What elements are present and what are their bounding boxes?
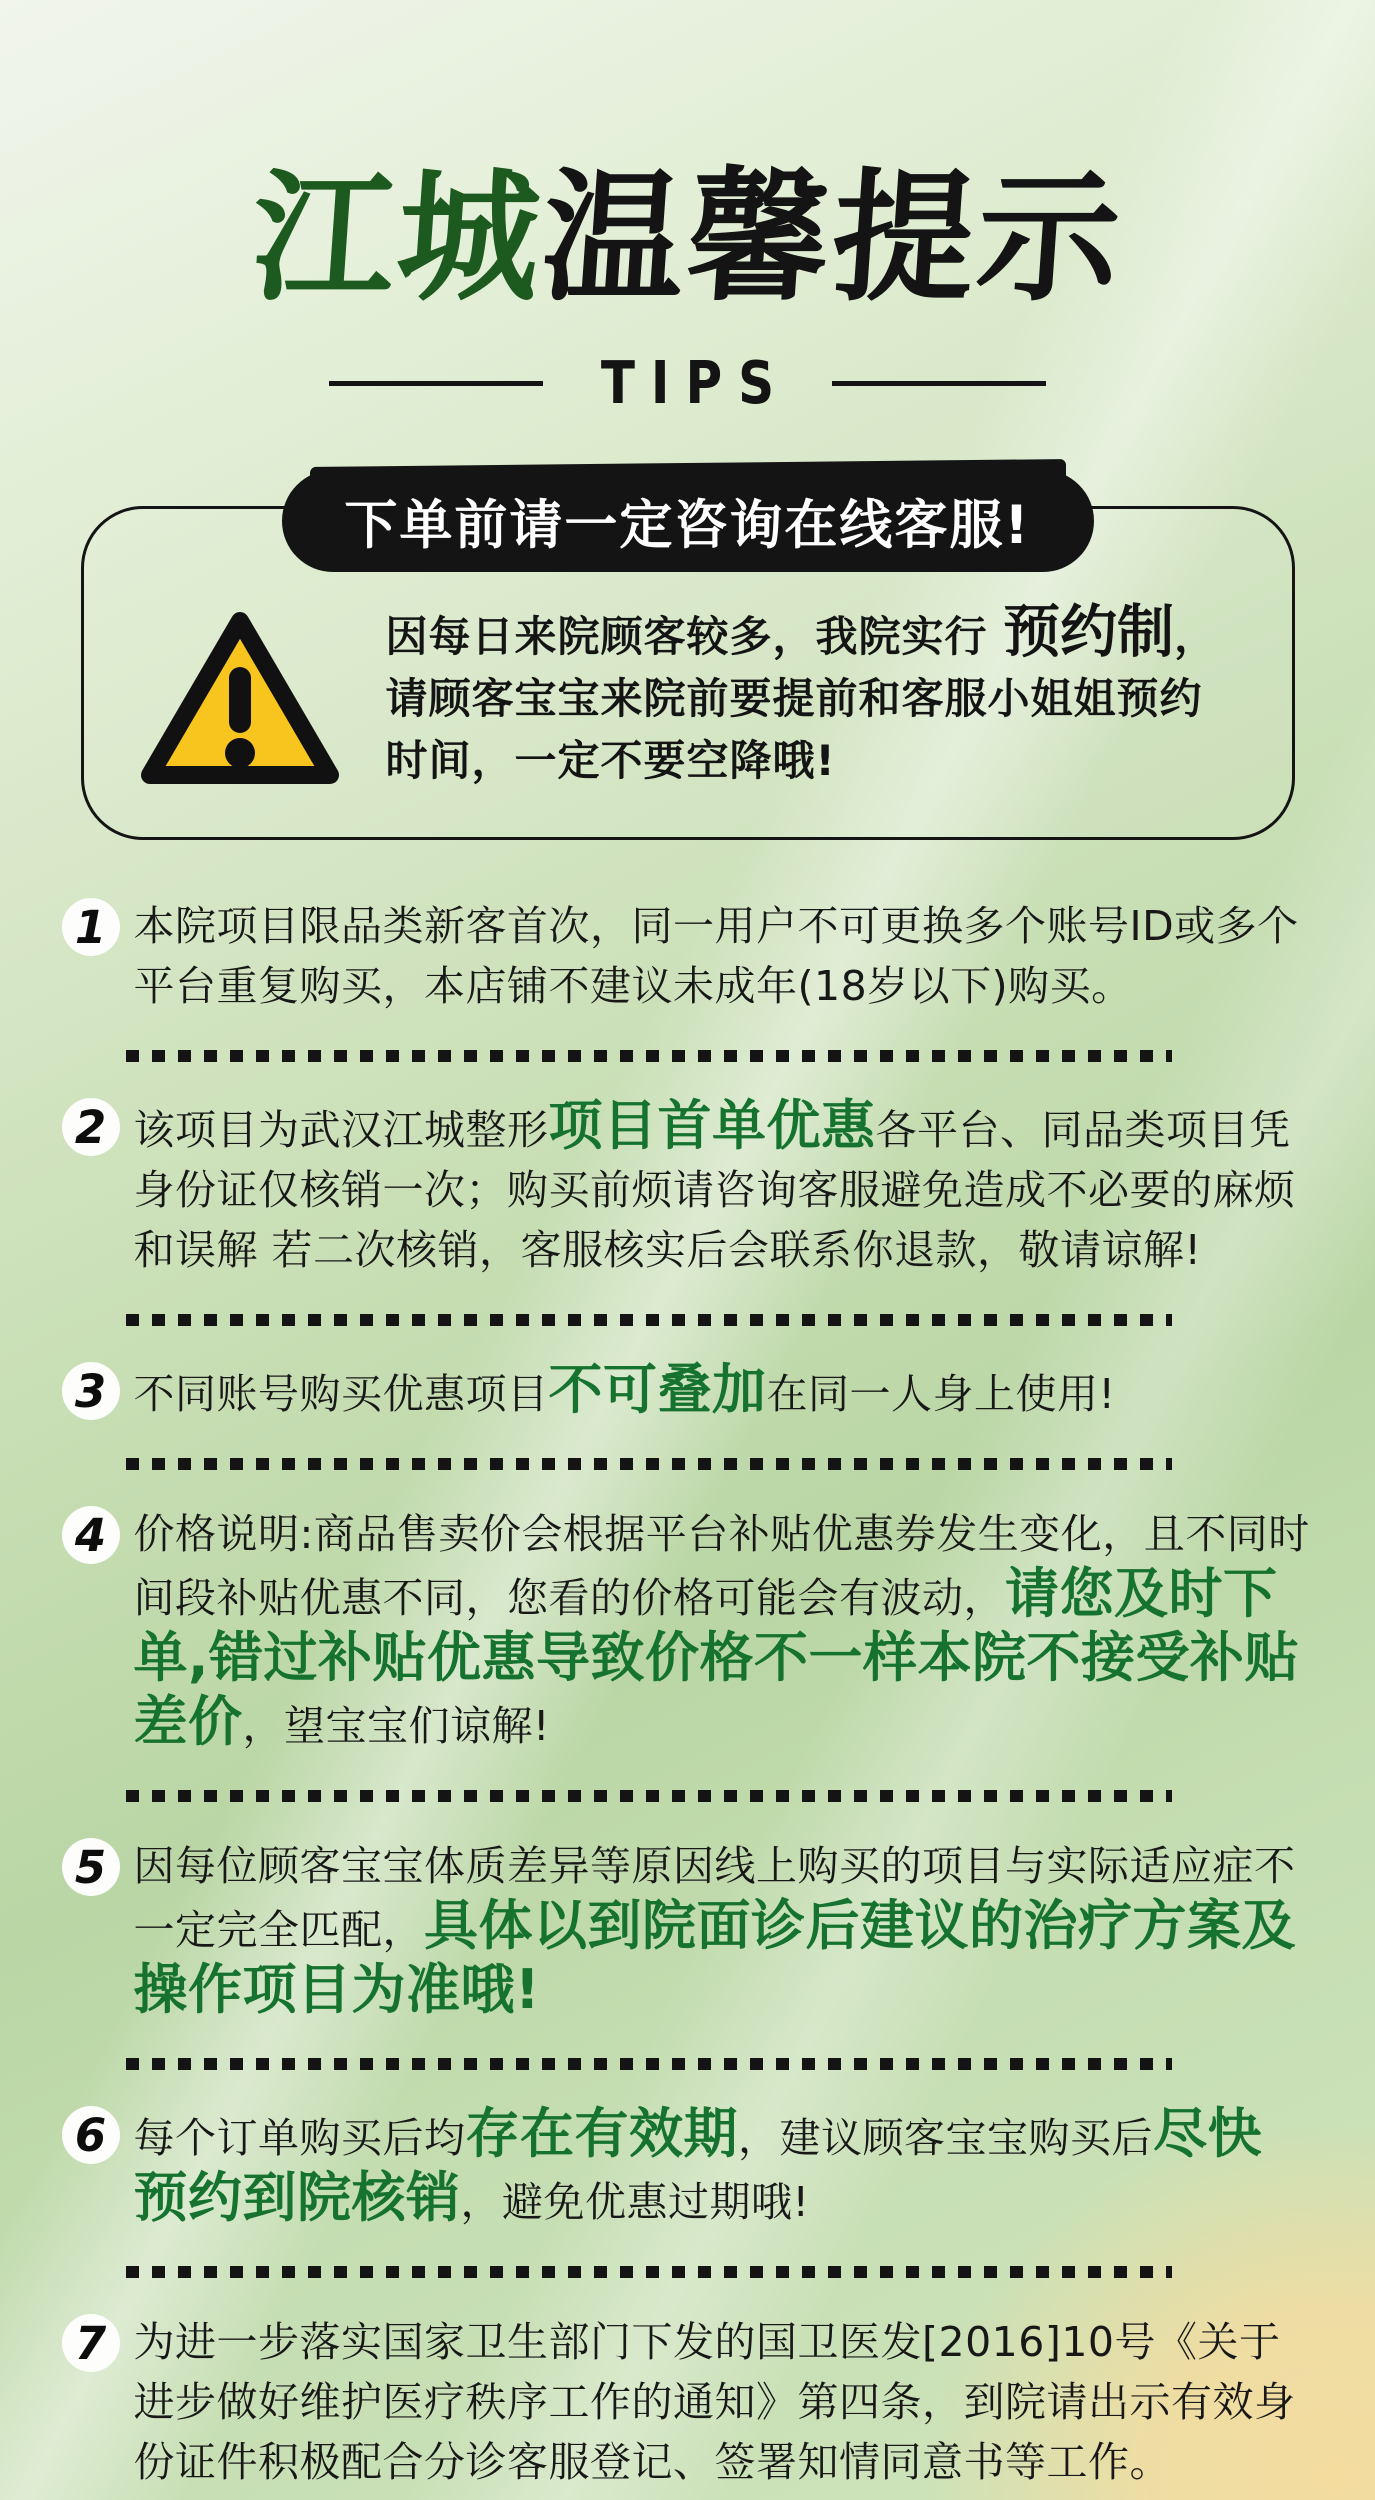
tip-item-3 xyxy=(62,1360,1314,1470)
page-title-highlight: 江城 xyxy=(246,156,549,321)
tip-item-5 xyxy=(62,1836,1314,2070)
text-segment: 每个订单购买后均 xyxy=(133,2114,466,2162)
tips-list xyxy=(62,896,1314,2492)
tip-text xyxy=(134,1360,1314,1424)
tip-item-2 xyxy=(62,1096,1314,1326)
text-segment: 项目首单优惠 xyxy=(548,1094,876,1157)
consult-banner-label: 下单前请一定咨询在线客服! xyxy=(344,495,1031,556)
tip-item-4 xyxy=(62,1504,1314,1802)
text-segment: 价格说明:商品售卖价会根据平台补贴优惠券发生变化，且不同时间段补贴优惠不同，您看的价格可能会有波动， xyxy=(133,1510,1310,1622)
text-segment: ，避免优惠过期哦! xyxy=(460,2178,810,2226)
tip-text xyxy=(134,1836,1314,2024)
text-segment: 在同一人身上使用! xyxy=(766,1370,1116,1418)
tip-text xyxy=(134,896,1314,1016)
text-segment: 尽快预约到院核销 xyxy=(133,2102,1262,2229)
text-segment: 该项目为武汉江城整形 xyxy=(133,1106,549,1154)
text-segment: 不可叠加 xyxy=(548,1358,767,1421)
appointment-notice-text xyxy=(386,601,1244,792)
text-segment: 为进一步落实国家卫生部门下发的国卫医发[2016]10号《关于进步做好维护医疗秩序工作的通知》第四条，到院请出示有效身份证件积极配合分诊客服登记、签署知情同意书等工作。 xyxy=(133,2318,1296,2486)
consult-banner xyxy=(282,470,1094,572)
tip-number-badge: 7 xyxy=(62,2314,120,2372)
warning-triangle-icon xyxy=(136,607,344,795)
tip-item-7 xyxy=(62,2312,1314,2492)
text-segment: 各平台、同品类项目凭身份证仅核销一次；购买前烦请咨询客服避免造成不必要的麻烦和误解 若二次核销，客服核实后会联系你退款，敬请谅解! xyxy=(133,1106,1296,1274)
tip-text xyxy=(134,2104,1314,2232)
page-title xyxy=(0,156,1375,321)
text-segment: 本院项目限品类新客首次，同一用户不可更换多个账号ID或多个平台重复购买，本店铺不建议未成年(18岁以下)购买。 xyxy=(133,902,1299,1010)
text-segment: ，建议顾客宝宝购买后 xyxy=(738,2114,1153,2162)
text-segment: 因每位顾客宝宝体质差异等原因线上购买的项目与实际适应症不一定完全匹配， xyxy=(133,1842,1296,1954)
subtitle-row xyxy=(0,348,1375,418)
tip-number-badge: 5 xyxy=(62,1838,120,1896)
page-title-rest: 温馨提示 xyxy=(536,156,1129,321)
tip-number-badge: 6 xyxy=(62,2106,120,2164)
tip-text xyxy=(134,2312,1314,2492)
subtitle-left-rule xyxy=(329,381,543,386)
tip-number-badge: 1 xyxy=(62,898,120,956)
text-segment: 存在有效期 xyxy=(465,2102,738,2165)
tip-text xyxy=(134,1504,1314,1756)
subtitle-text: TIPS xyxy=(600,348,791,418)
tip-item-6 xyxy=(62,2104,1314,2278)
text-segment: 具体以到院面诊后建议的治疗方案及操作项目为准哦! xyxy=(133,1894,1296,2021)
text-segment: 预约制 xyxy=(1003,599,1175,665)
tip-text xyxy=(134,1096,1314,1280)
tip-number-badge: 2 xyxy=(62,1098,120,1156)
tip-number-badge: 4 xyxy=(62,1506,120,1564)
text-segment: ，请顾客宝宝来院前要提前和客服小姐姐预约时间，一定不要空降哦! xyxy=(385,612,1218,785)
tip-item-1 xyxy=(62,896,1314,1062)
text-segment: 因每日来院顾客较多，我院实行 xyxy=(385,612,1004,661)
text-segment: 请您及时下单,错过补贴优惠导致价格不一样本院不接受补贴差价 xyxy=(133,1562,1300,1753)
text-segment: ，望宝宝们谅解! xyxy=(242,1702,550,1750)
subtitle-right-rule xyxy=(832,381,1046,386)
tip-number-badge: 3 xyxy=(62,1362,120,1420)
text-segment: 不同账号购买优惠项目 xyxy=(133,1370,549,1418)
